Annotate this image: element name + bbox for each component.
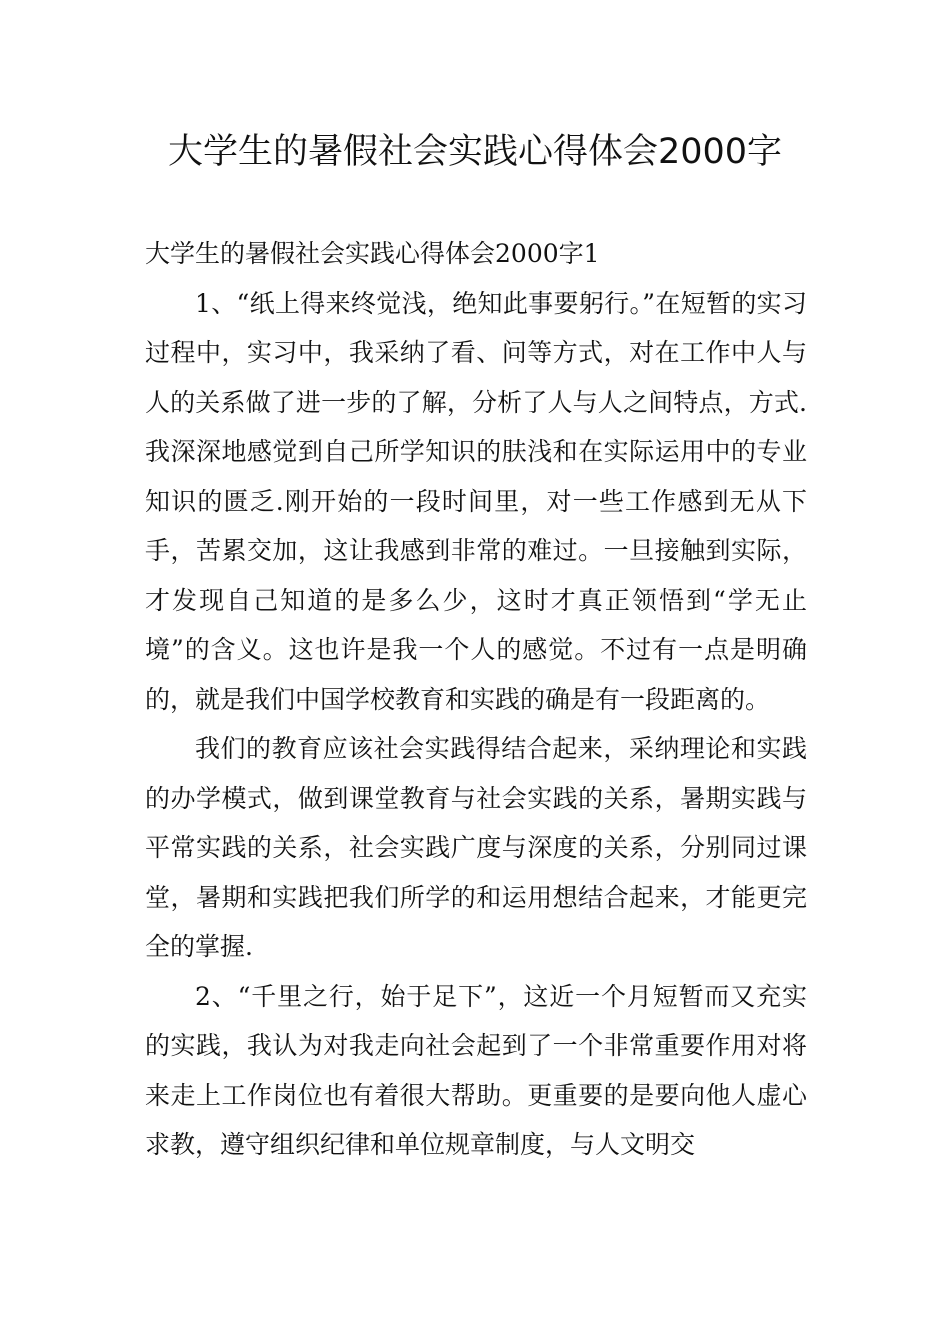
- paragraph-2: 我们的教育应该社会实践得结合起来，采纳理论和实践的办学模式，做到课堂教育与社会实践的关系，暑期实践与平常实践的关系，社会实践广度与深度的关系，分别同过课堂，暑期和实践把我们所学的和运用想结合起来，才能更完全的掌握.: [145, 734, 807, 961]
- paragraph-1: 1、“纸上得来终觉浅，绝知此事要躬行。”在短暂的实习过程中，实习中，我采纳了看、问等方式，对在工作中人与人的关系做了进一步的了解，分析了人与人之间特点，方式.我深深地感觉到自己所学知识的肤浅和在实际运用中的专业知识的匮乏.刚开始的一段时间里，对一些工作感到无从下手，苦累交加，这让我感到非常的难过。一旦接触到实际，才发现自己知道的是多么少，这时才真正领悟到“学无止境”的含义。这也许是我一个人的感觉。不过有一点是明确的，就是我们中国学校教育和实践的确是有一段距离的。: [145, 288, 807, 714]
- document-body: [145, 229, 807, 1170]
- paragraph-3: 2、“千里之行，始于足下”，这近一个月短暂而又充实的实践，我认为对我走向社会起到了一个非常重要作用对将来走上工作岗位也有着很大帮助。更重要的是要向他人虚心求教，遵守组织纪律和单位规章制度，与人文明交: [145, 981, 807, 1159]
- document-subtitle: 大学生的暑假社会实践心得体会2000字1: [145, 239, 600, 268]
- document-title: 大学生的暑假社会实践心得体会2000字: [167, 132, 783, 172]
